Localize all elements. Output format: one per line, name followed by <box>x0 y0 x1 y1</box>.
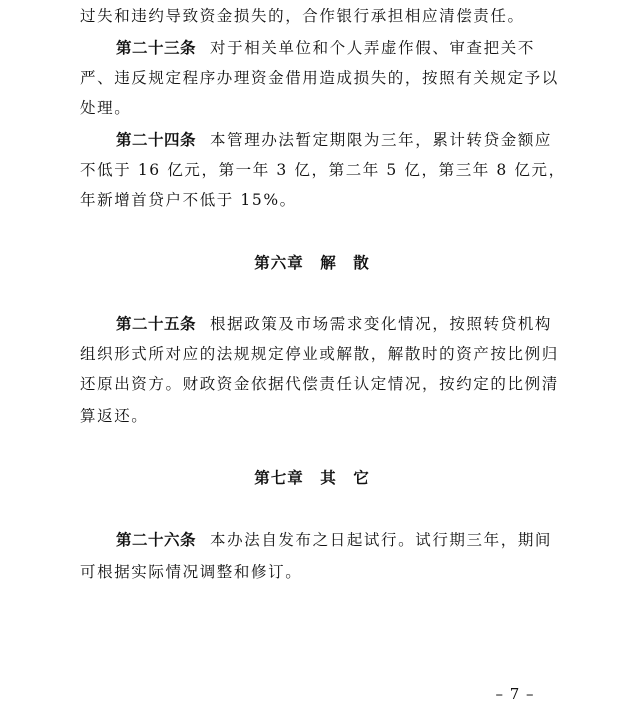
article-23-heading: 第二十三条 <box>116 39 197 57</box>
article-25-heading: 第二十五条 <box>116 315 197 333</box>
article-25-text: 根据政策及市场需求变化情况，按照转贷机构 <box>210 315 553 333</box>
article-25-line-2: 组织形式所对应的法规规定停业或解散，解散时的资产按比例归 <box>80 345 559 363</box>
article-24-line-3: 年新增首贷户不低于 15%。 <box>80 191 297 209</box>
article-23-line-3: 处理。 <box>80 99 132 117</box>
page-number: – 7 – <box>495 685 535 703</box>
article-25-line-1 <box>116 314 552 334</box>
article-23-line-2: 严、违反规定程序办理资金借用造成损失的，按照有关规定予以 <box>80 69 559 87</box>
article-26-heading: 第二十六条 <box>116 531 197 549</box>
article-23-text: 对于相关单位和个人弄虚作假、审查把关不 <box>210 39 535 57</box>
article-24-text: 本管理办法暂定期限为三年，累计转贷金额应 <box>210 131 553 149</box>
article-25-line-4: 算返还。 <box>80 407 149 425</box>
article-26-text: 本办法自发布之日起试行。试行期三年，期间 <box>210 531 553 549</box>
article-26-line-2: 可根据实际情况调整和修订。 <box>80 563 303 581</box>
article-24-line-2: 不低于 16 亿元，第一年 3 亿，第二年 5 亿，第三年 8 亿元， <box>80 161 566 179</box>
chapter-6-title: 第六章 解 散 <box>254 254 370 272</box>
article-25-line-3: 还原出资方。财政资金依据代偿责任认定情况，按约定的比例清 <box>80 375 559 393</box>
article-24-heading: 第二十四条 <box>116 131 197 149</box>
continuation-line: 过失和违约导致资金损失的，合作银行承担相应清偿责任。 <box>80 7 525 25</box>
chapter-7-title: 第七章 其 它 <box>254 469 370 487</box>
article-26-line-1 <box>116 530 552 550</box>
article-23-line-1 <box>116 38 552 58</box>
article-24-line-1 <box>116 130 552 150</box>
